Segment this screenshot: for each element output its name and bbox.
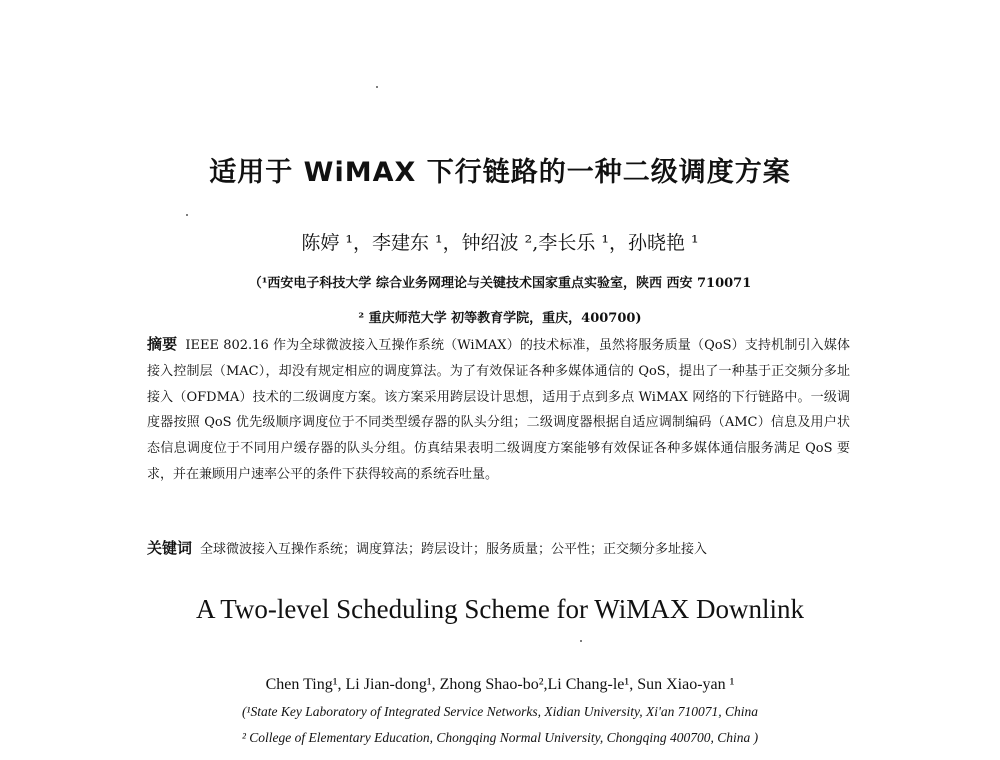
abstract-text: IEEE 802.16 作为全球微波接入互操作系统（WiMAX）的技术标准，虽然将服务质量（QoS）支持机制引入媒体接入控制层（MAC），却没有规定相应的调度算法。为了有效保证各种多媒体通信的 QoS，提出了一种基于正交频分多址接入（OFDMA）技术的二级调度方案。该方案采用跨层设计思想，适用于点到多点 WiMAX 网络的下行链路中。一级调度器按照 QoS 优先级顺序调度位于不同类型缓存器的队头分组；二级调度器根据自适应调制编码（AMC）信息及用户状态信息调度位于不同用户缓存器的队头分组。仿真结果表明二级调度方案能够有效保证各种多媒体通信服务满足 QoS 要求，并在兼顾用户速率公平的条件下获得较高的系统吞吐量。 [147, 338, 850, 482]
scan-speck [376, 86, 378, 88]
chinese-authors: 陈婷 ¹，李建东 ¹，钟绍波 ²,李长乐 ¹，孙晓艳 ¹ [301, 232, 699, 254]
english-affiliation-2: ² College of Elementary Education, Chongqing Normal University, Chongqing 400700, China ) [241, 730, 759, 745]
english-title: A Two-level Scheduling Scheme for WiMAX Downlink [196, 594, 804, 624]
english-authors: Chen Ting¹, Li Jian-dong¹, Zhong Shao-bo²,Li Chang-le¹, Sun Xiao-yan ¹ [265, 676, 735, 693]
scan-speck [186, 214, 188, 216]
chinese-abstract [147, 332, 850, 488]
chinese-title: 适用于 WiMAX 下行链路的一种二级调度方案 [209, 157, 791, 188]
chinese-affiliation-2: ² 重庆师范大学 初等教育学院，重庆，400700) [358, 311, 642, 326]
keywords-label: 关键词 [147, 539, 193, 557]
chinese-affiliation-1: （¹西安电子科技大学 综合业务网理论与关键技术国家重点实验室，陕西 西安 710071 [248, 276, 752, 291]
keywords-text: 全球微波接入互操作系统；调度算法；跨层设计；服务质量；公平性；正交频分多址接入 [200, 542, 708, 557]
english-affiliation-1: (¹State Key Laboratory of Integrated Service Networks, Xidian University, Xi'an 710071, China [241, 704, 759, 719]
scan-speck [580, 640, 582, 642]
chinese-keywords [147, 536, 850, 562]
abstract-label: 摘要 [147, 335, 178, 353]
